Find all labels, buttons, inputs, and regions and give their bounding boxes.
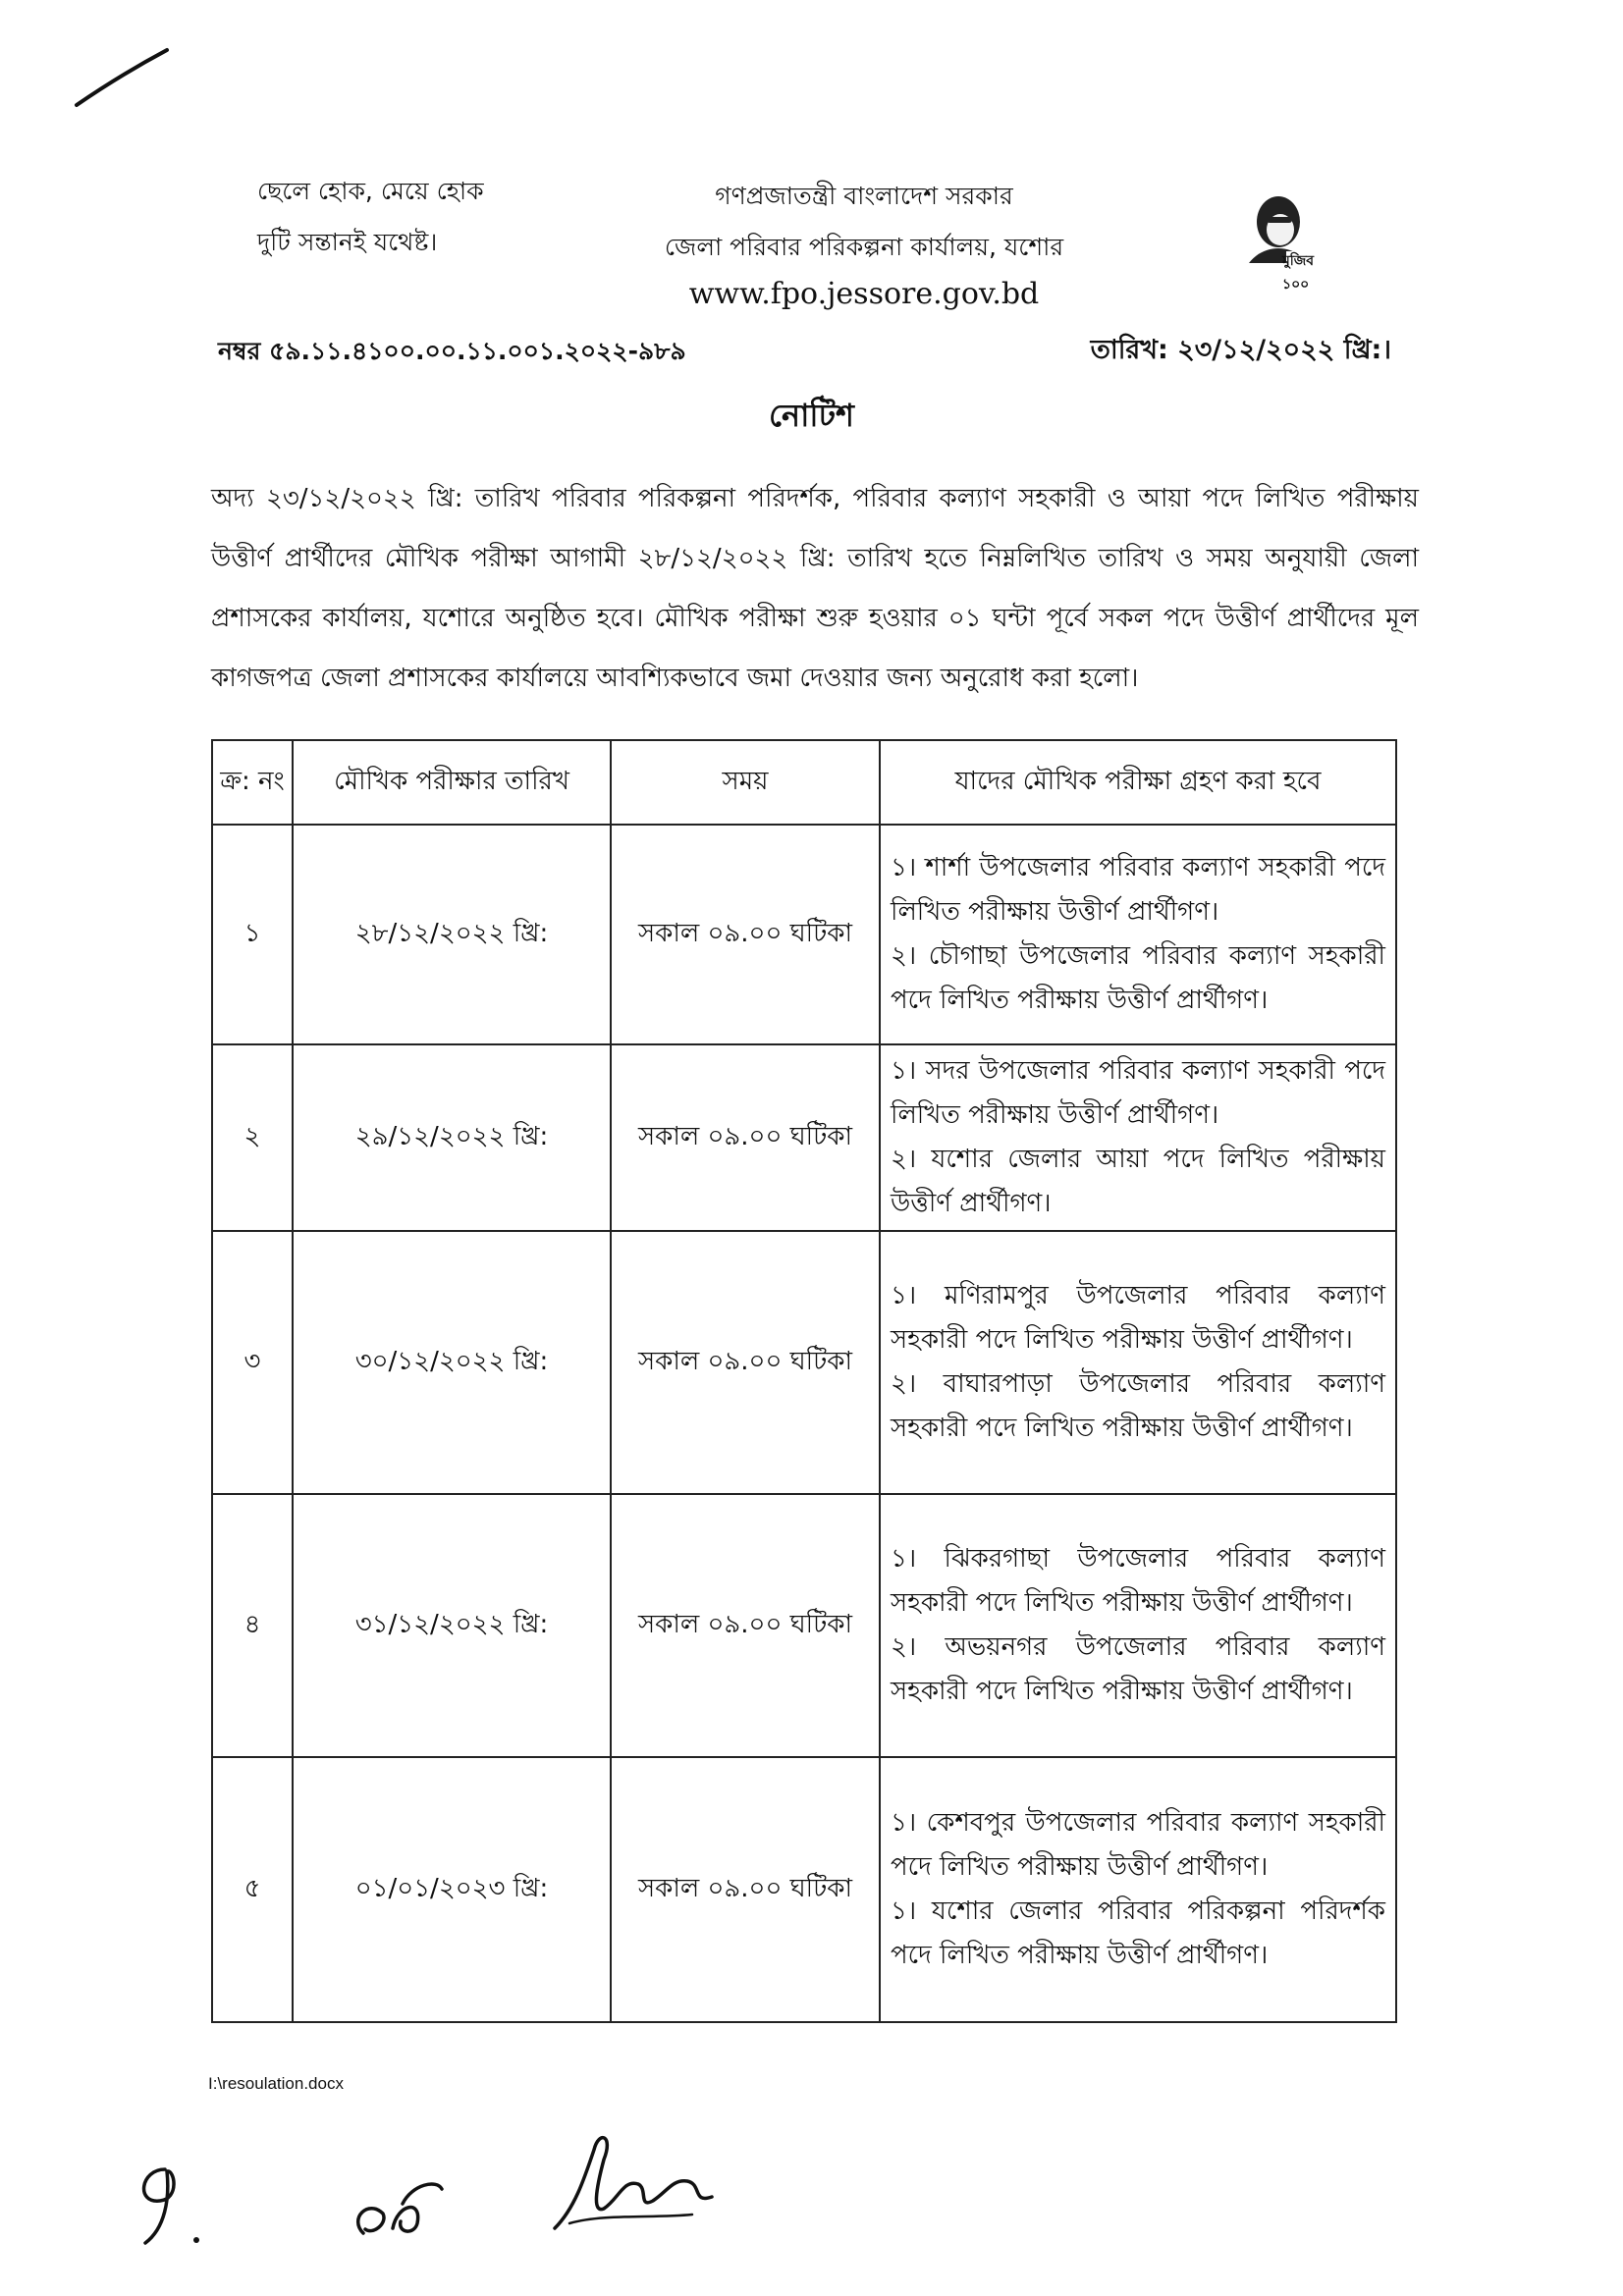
header-candidates: যাদের মৌখিক পরীক্ষা গ্রহণ করা হবে: [880, 740, 1396, 825]
row-time: সকাল ০৯.০০ ঘটিকা: [611, 825, 880, 1044]
row-date: ২৯/১২/২০২২ খ্রি:: [293, 1044, 611, 1231]
header-serial: ক্র: নং: [212, 740, 293, 825]
table-header-row: [212, 740, 1396, 825]
table-row: [212, 825, 1396, 1044]
website-url: www.fpo.jessore.gov.bd: [688, 277, 1040, 311]
notice-date: তারিখ: ২৩/১২/২০২২ খ্রি:।: [1090, 335, 1391, 365]
row-candidates: [880, 1044, 1396, 1231]
row-date: ৩০/১২/২০২২ খ্রি:: [293, 1231, 611, 1494]
row-serial: ২: [212, 1044, 293, 1231]
candidate-item: ২। অভয়নগর উপজেলার পরিবার কল্যাণ সহকারী পদে লিখিত পরীক্ষায় উত্তীর্ণ প্রার্থীগণ।: [891, 1632, 1385, 1706]
row-time: সকাল ০৯.০০ ঘটিকা: [611, 1757, 880, 2022]
candidate-item: ১। সদর উপজেলার পরিবার কল্যাণ সহকারী পদে লিখিত পরীক্ষায় উত্তীর্ণ প্রার্থীগণ।: [891, 1056, 1385, 1130]
row-time: সকাল ০৯.০০ ঘটিকা: [611, 1494, 880, 1757]
candidate-item: ১। যশোর জেলার পরিবার পরিকল্পনা পরিদর্শক পদে লিখিত পরীক্ষায় উত্তীর্ণ প্রার্থীগণ।: [891, 1896, 1385, 1970]
header-date: মৌখিক পরীক্ষার তারিখ: [293, 740, 611, 825]
logo-text: মুজিব ১০০: [1282, 253, 1315, 293]
signature: [545, 2120, 722, 2248]
row-serial: ৫: [212, 1757, 293, 2022]
candidate-item: ২। চৌগাছা উপজেলার পরিবার কল্যাণ সহকারী পদে লিখিত পরীক্ষায় উত্তীর্ণ প্রার্থীগণ।: [891, 941, 1385, 1015]
row-date: ২৮/১২/২০২২ খ্রি:: [293, 825, 611, 1044]
row-serial: ৪: [212, 1494, 293, 1757]
table-row: [212, 1044, 1396, 1231]
exam-schedule-table: [211, 739, 1397, 2023]
handwritten-initial-2: [344, 2164, 452, 2253]
notice-body: অদ্য ২৩/১২/২০২২ খ্রি: তারিখ পরিবার পরিকল্পনা পরিদর্শক, পরিবার কল্যাণ সহকারী ও আয়া পদে লিখিত পরীক্ষায় উত্তীর্ণ প্রার্থীদের মৌখিক পরীক্ষা আগামী ২৮/১২/২০২২ খ্রি: তারিখ হতে নিম্নলিখিত তারিখ ও সময় অনুযায়ী জেলা প্রশাসকের কার্যালয়, যশোরে অনুষ্ঠিত হবে। মৌখিক পরীক্ষা শুরু হওয়ার ০১ ঘন্টা পূর্বে সকল পদে উত্তীর্ণ প্রার্থীদের মূল কাগজপত্র জেলা প্রশাসকের কার্যালয়ে আবশ্যিকভাবে জমা দেওয়ার জন্য অনুরোধ করা হলো।: [211, 484, 1419, 693]
candidate-item: ১। শার্শা উপজেলার পরিবার কল্যাণ সহকারী পদে লিখিত পরীক্ষায় উত্তীর্ণ প্রার্থীগণ।: [891, 853, 1385, 927]
table-row: [212, 1757, 1396, 2022]
candidate-item: ২। যশোর জেলার আয়া পদে লিখিত পরীক্ষায় উত্তীর্ণ প্রার্থীগণ।: [891, 1145, 1385, 1218]
handwritten-initial-1: [126, 2150, 224, 2258]
slogan-line-1: ছেলে হোক, মেয়ে হোক: [257, 177, 484, 205]
candidate-item: ১। কেশবপুর উপজেলার পরিবার কল্যাণ সহকারী পদে লিখিত পরীক্ষায় উত্তীর্ণ প্রার্থীগণ।: [891, 1808, 1385, 1882]
row-candidates: [880, 825, 1396, 1044]
gov-heading: গণপ্রজাতন্ত্রী বাংলাদেশ সরকার: [715, 182, 1013, 210]
header-time: সময়: [611, 740, 880, 825]
file-path: I:\resoulation.docx: [208, 2074, 344, 2093]
table-row: [212, 1231, 1396, 1494]
table-row: [212, 1494, 1396, 1757]
candidate-item: ১। ঝিকরগাছা উপজেলার পরিবার কল্যাণ সহকারী পদে লিখিত পরীক্ষায় উত্তীর্ণ প্রার্থীগণ।: [891, 1544, 1385, 1618]
notice-title: নোটিশ: [769, 397, 854, 434]
row-serial: ১: [212, 825, 293, 1044]
memo-number: নম্বর ৫৯.১১.৪১০০.০০.১১.০০১.২০২২-৯৮৯: [218, 337, 686, 365]
row-date: ৩১/১২/২০২২ খ্রি:: [293, 1494, 611, 1757]
mujib-100-logo: [1239, 185, 1337, 293]
row-time: সকাল ০৯.০০ ঘটিকা: [611, 1044, 880, 1231]
row-candidates: [880, 1757, 1396, 2022]
office-heading: জেলা পরিবার পরিকল্পনা কার্যালয়, যশোর: [664, 233, 1064, 261]
slogan-line-2: দুটি সন্তানই যথেষ্ট।: [257, 228, 438, 256]
pen-mark: [69, 44, 177, 113]
row-serial: ৩: [212, 1231, 293, 1494]
row-date: ০১/০১/২০২৩ খ্রি:: [293, 1757, 611, 2022]
candidate-item: ১। মণিরামপুর উপজেলার পরিবার কল্যাণ সহকারী পদে লিখিত পরীক্ষায় উত্তীর্ণ প্রার্থীগণ।: [891, 1281, 1385, 1355]
row-candidates: [880, 1231, 1396, 1494]
candidate-item: ২। বাঘারপাড়া উপজেলার পরিবার কল্যাণ সহকারী পদে লিখিত পরীক্ষায় উত্তীর্ণ প্রার্থীগণ।: [891, 1369, 1385, 1443]
row-time: সকাল ০৯.০০ ঘটিকা: [611, 1231, 880, 1494]
row-candidates: [880, 1494, 1396, 1757]
